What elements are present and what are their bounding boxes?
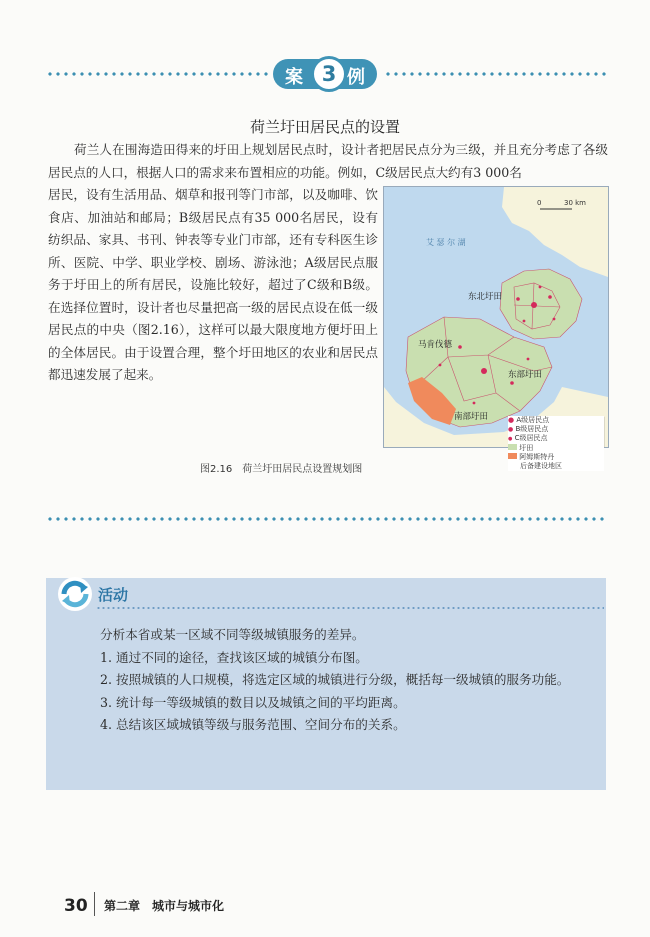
scale-zero: 0 xyxy=(537,199,542,207)
settlement-c xyxy=(523,320,526,323)
legend-b: ● B级居民点 xyxy=(508,425,549,433)
polder-map xyxy=(383,186,609,448)
legend-a: ● A级居民点 xyxy=(508,416,550,424)
settlement-c xyxy=(527,358,530,361)
legend-c-label: C级居民点 xyxy=(514,434,548,442)
paragraph-body xyxy=(48,184,378,387)
case-number: 3 xyxy=(311,56,347,92)
legend-c: ● C级居民点 xyxy=(508,434,548,442)
figure-title: 荷兰圩田居民点设置规划图 xyxy=(242,464,363,475)
label-west: 马肯伐德 xyxy=(418,340,453,350)
figure-number: 图2.16 xyxy=(200,464,233,475)
activity-heading: 活动 xyxy=(98,586,129,604)
banner-dots-left xyxy=(46,72,268,76)
settlement-c xyxy=(439,364,442,367)
label-east: 东部圩田 xyxy=(508,370,543,380)
page-number: 30 xyxy=(64,896,88,916)
paragraph-intro-text: 荷兰人在围海造田得来的圩田上规划居民点时，设计者把居民点分为三级，并且充分考虑了各级居民点的人口，根据人口的需求来布置相应的功能。例如，C级居民点大约有3 000名 xyxy=(48,142,608,180)
settlement-c xyxy=(539,286,542,289)
activity-intro: 分析本省或某一区域不同等级城镇服务的差异。 xyxy=(100,627,365,642)
legend-polder xyxy=(508,444,604,453)
chapter-title: 第二章 城市与城市化 xyxy=(104,899,225,913)
case-badge xyxy=(273,59,377,89)
paragraph-intro xyxy=(48,139,608,184)
footer-divider xyxy=(94,892,95,916)
legend-b-label: B级居民点 xyxy=(515,425,549,433)
legend-reserve-line2 xyxy=(508,462,604,471)
section-title: 荷兰圩田居民点的设置 xyxy=(249,118,400,136)
settlement-a-northeast xyxy=(531,302,537,308)
case-prefix: 案 xyxy=(285,67,303,88)
label-northeast: 东北圩田 xyxy=(468,292,503,302)
label-south: 南部圩田 xyxy=(454,412,489,422)
paragraph-body-text: 居民，设有生活用品、烟草和报刊等门市部，以及咖啡、饮食店、加油站和邮局；B级居民点有35 000名居民，设有纺织品、家具、书刊、钟表等专业门市部，还有专科医生诊所、医院、中学、职业学校、剧场、游泳池；A级居民点服务于圩田上的所有居民，设施比较好，超过了C级和B级。在选择位置时，设计者也尽量把高一级的居民点设在低一级居民点的中央（图2.16），这样可以最大限度地方便圩田上的全体居民。由于设置合理，整个圩田地区的农业和居民点都迅速发展了起来。 xyxy=(48,187,378,382)
banner-dots-right xyxy=(384,72,606,76)
settlement-b xyxy=(510,381,514,385)
activity-item-2: 2. 按照城镇的人口规模，将选定区域的城镇进行分级，概括每一级城镇的服务功能。 xyxy=(100,672,570,687)
scale-label: 30 km xyxy=(564,199,587,207)
settlement-a-flevoland xyxy=(481,368,487,374)
legend-a-label: A级居民点 xyxy=(516,416,550,424)
legend-reserve-label-1: 阿姆斯特丹 xyxy=(519,453,555,461)
activity-dots xyxy=(96,607,604,609)
map-legend xyxy=(508,416,604,471)
activity-refresh-icon xyxy=(56,575,94,613)
settlement-c xyxy=(553,318,556,321)
legend-reserve xyxy=(508,453,604,462)
activity-item-3: 3. 统计每一等级城镇的数目以及城镇之间的平均距离。 xyxy=(100,694,406,710)
section-divider-dots xyxy=(46,517,606,521)
legend-reserve-label-2: 后备建设地区 xyxy=(520,462,562,470)
lake-label: 艾 瑟 尔 湖 xyxy=(426,238,466,247)
settlement-c xyxy=(473,402,476,405)
settlement-b xyxy=(516,297,520,301)
polder-map-svg xyxy=(384,187,608,447)
settlement-b xyxy=(548,295,552,299)
case-suffix: 例 xyxy=(347,67,365,88)
figure-caption xyxy=(200,460,372,475)
settlement-b xyxy=(458,345,462,349)
legend-polder-label: 圩田 xyxy=(519,444,534,452)
activity-item-1: 1. 通过不同的途径，查找该区域的城镇分布图。 xyxy=(100,649,368,665)
activity-body xyxy=(76,624,576,737)
activity-item-4: 4. 总结该区域城镇等级与服务范围、空间分布的关系。 xyxy=(100,717,406,732)
